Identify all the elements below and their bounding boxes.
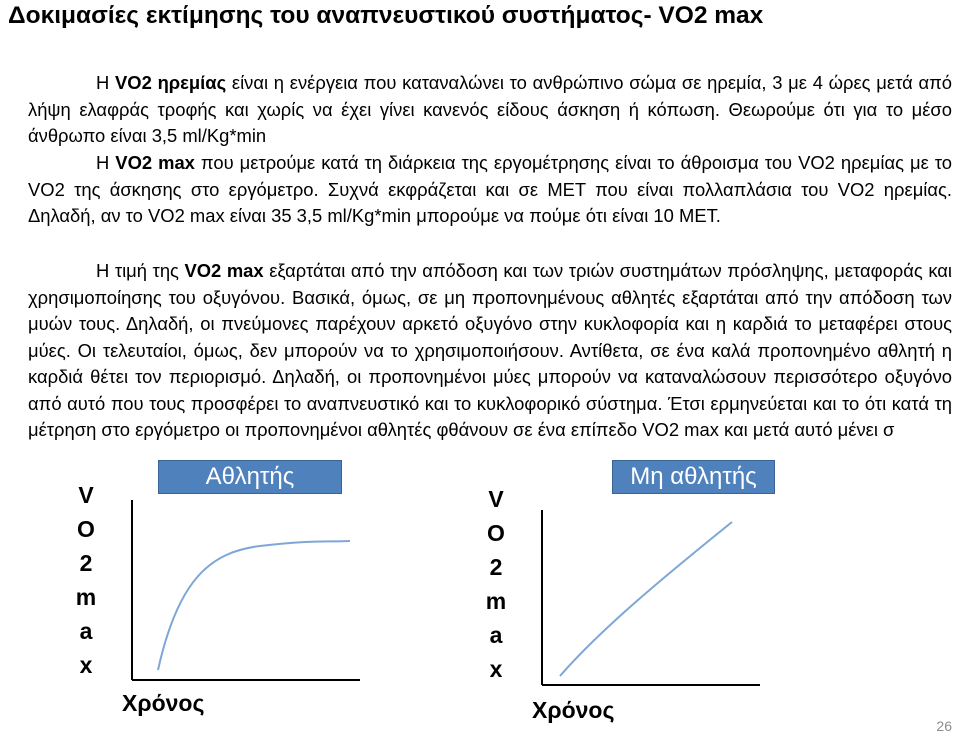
athlete-label-box: Αθλητής bbox=[158, 460, 342, 494]
paragraph-vo2-max bbox=[28, 150, 952, 230]
paragraph-vo2-dependency bbox=[28, 258, 952, 444]
non-athlete-label-box: Μη αθλητής bbox=[612, 460, 775, 494]
y-letter: V bbox=[78, 482, 94, 508]
paragraph-vo2-rest bbox=[28, 70, 952, 150]
y-letter: 2 bbox=[79, 550, 93, 576]
page-title: Δοκιμασίες εκτίμησης του αναπνευστικού συστήματος- VO2 max bbox=[8, 2, 764, 29]
y-letter: a bbox=[79, 618, 93, 644]
p1-text-c: είναι η ενέργεια που καταναλώνει το ανθρώπινο σώμα σε ηρεμία, 3 με 4 ώρες μετά από λήψη ελαφράς τροφής και χωρίς να έχει γίνει κανενός είδους άσκηση ή κόπωση. Θεωρούμε ότι για το μέσο άνθρωπο είναι 3,5 ml/Kg*min bbox=[28, 72, 952, 146]
athlete-x-label: Χρόνος bbox=[122, 690, 205, 716]
p2-text-c: που μετρούμε κατά τη διάρκεια της εργομέτρησης είναι το άθροισμα του VO2 ηρεμίας με το VO2 της άσκησης στο εργόμετρο. Συχνά εκφράζεται και σε ΜΕΤ που είναι πολλαπλάσια του VO2 ηρεμίας. Δηλαδή, αν το VO2 max είναι 35 3,5 ml/Kg*min μπορούμε να πούμε ότι είναι 10 ΜΕΤ. bbox=[28, 152, 953, 226]
y-letter: m bbox=[75, 584, 97, 610]
p3-text-a: Η τιμή της bbox=[96, 260, 185, 281]
athlete-curve bbox=[158, 541, 350, 670]
non-athlete-curve bbox=[560, 522, 732, 676]
y-letter: x bbox=[489, 656, 503, 682]
y-letter: m bbox=[485, 588, 507, 614]
p3-text-c: εξαρτάται από την απόδοση και των τριών συστημάτων πρόσληψης, μεταφοράς και χρησιμοποίησης του οξυγόνου. Βασικά, όμως, σε μη προπονημένους αθλητές εξαρτάται από την απόδοση των μυών τους. Δηλαδή, οι πνεύμονες παρέχουν αρκετό οξυγόνο στην κυκλοφορία και η καρδιά το μεταφέρει στους μύες. Οι τελευταίοι, όμως, δεν μπορούν να το χρησιμοποιήσουν. Αντίθετα, σε ένα καλά προπονημένο αθλητή η καρδιά θέτει τον περιορισμό. Δηλαδή, οι προπονημένοι μύες μπορούν να καταναλώσουν περισσότερο οξυγόνο από αυτό που τους προσφέρει το αναπνευστικό και το κυκλοφορικό σύστημα. Έτσι ερμηνεύεται και το ότι κατά τη μέτρηση στο εργόμετρο οι προπονημένοι αθλητές φθάνουν σε ένα επίπεδο VO2 max και μετά αυτό μένει σ bbox=[28, 260, 953, 440]
p1-bold-term: VO2 ηρεμίας bbox=[115, 72, 227, 93]
y-letter: a bbox=[489, 622, 503, 648]
p2-text-a: Η bbox=[96, 152, 116, 173]
y-letter: O bbox=[487, 520, 505, 546]
y-letter: V bbox=[488, 486, 504, 512]
y-letter: O bbox=[77, 516, 95, 542]
y-letter: x bbox=[79, 652, 93, 678]
non-athlete-plot bbox=[520, 470, 770, 695]
p3-bold-term: VO2 max bbox=[184, 260, 264, 281]
y-letter: 2 bbox=[489, 554, 503, 580]
p2-bold-term: VO2 max bbox=[115, 152, 195, 173]
athlete-plot bbox=[110, 470, 370, 690]
p1-text-a: Η bbox=[96, 72, 116, 93]
page-number: 26 bbox=[936, 718, 952, 734]
non-athlete-x-label: Χρόνος bbox=[532, 697, 615, 723]
